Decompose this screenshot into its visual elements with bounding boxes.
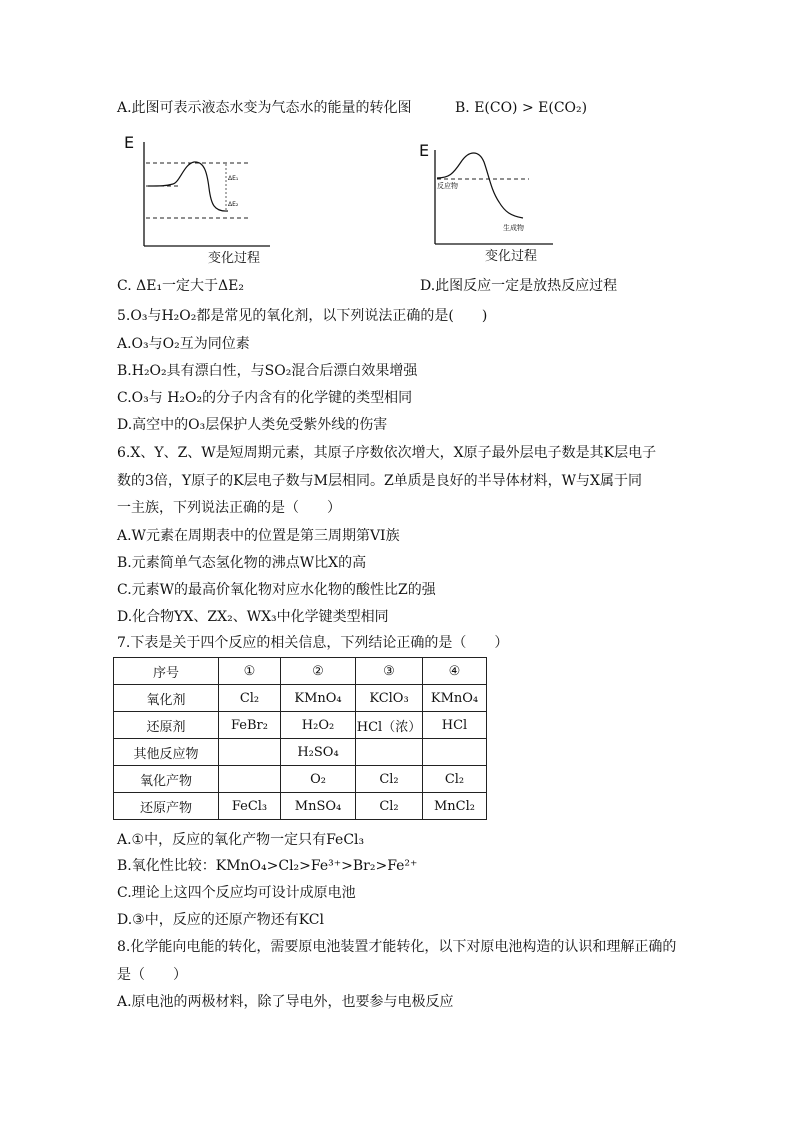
q8-option-a: A.原电池的两极材料，除了导电外，也要参与电极反应 <box>117 994 454 1010</box>
table-cell: HCl（浓） <box>356 712 423 739</box>
q4-option-d: D.此图反应一定是放热反应过程 <box>420 278 618 294</box>
right-figure-y-label: E <box>419 141 430 160</box>
table-cell: Cl₂ <box>423 766 487 793</box>
energy-diagram-left <box>118 128 278 268</box>
table-cell: 氧化剂 <box>114 685 219 712</box>
q6-option-c: C.元素W的最高价氧化物对应水化物的酸性比Z的强 <box>117 582 436 598</box>
right-figure-x-label: 变化过程 <box>485 249 538 264</box>
left-figure-y-label: E <box>124 133 135 152</box>
q5-option-b: B.H₂O₂具有漂白性，与SO₂混合后漂白效果增强 <box>117 363 418 379</box>
table-cell: FeCl₃ <box>219 793 281 820</box>
q6-option-a: A.W元素在周期表中的位置是第三周期第VI族 <box>117 528 400 544</box>
q7-option-a: A.①中，反应的氧化产物一定只有FeCl₃ <box>117 832 365 848</box>
table-cell: Cl₂ <box>356 766 423 793</box>
table-cell: Cl₂ <box>219 685 281 712</box>
table-cell: KMnO₄ <box>281 685 356 712</box>
q6-stem-line-2: 数的3倍，Y原子的K层电子数与M层相同。Z单质是良好的半导体材料，W与X属于同 <box>117 473 643 489</box>
right-product-label: 生成物 <box>503 224 524 232</box>
table-cell: O₂ <box>281 766 356 793</box>
table-row <box>114 685 487 712</box>
left-delta-e2: ΔE₂ <box>228 201 239 208</box>
q6-stem-line-1: 6.X、Y、Z、W是短周期元素，其原子序数依次增大，X原子最外层电子数是其K层电子 <box>117 445 657 461</box>
table-cell: MnCl₂ <box>423 793 487 820</box>
table-row <box>114 712 487 739</box>
q7-option-b: B.氧化性比较：KMnO₄>Cl₂>Fe³⁺>Br₂>Fe²⁺ <box>117 858 418 874</box>
q4-option-a: A.此图可表示液态水变为气态水的能量的转化图 <box>117 100 412 116</box>
table-row <box>114 793 487 820</box>
q5-option-c: C.O₃与 H₂O₂的分子内含有的化学键的类型相同 <box>117 390 413 406</box>
table-cell: H₂O₂ <box>281 712 356 739</box>
table-cell: HCl <box>423 712 487 739</box>
table-row <box>114 658 487 685</box>
table-cell: ② <box>281 658 356 685</box>
q7-option-d: D.③中，反应的还原产物还有KCl <box>117 912 324 928</box>
table-cell: H₂SO₄ <box>281 739 356 766</box>
table-cell: 序号 <box>114 658 219 685</box>
q7-stem: 7.下表是关于四个反应的相关信息，下列结论正确的是（ ） <box>117 635 509 651</box>
table-cell: ③ <box>356 658 423 685</box>
q8-stem-line-2: 是（ ） <box>117 967 187 983</box>
q8-stem-line-1: 8.化学能向电能的转化，需要原电池装置才能转化，以下对原电池构造的认识和理解正确的 <box>117 939 677 955</box>
table-cell <box>356 739 423 766</box>
reaction-info-table <box>113 657 487 820</box>
left-energy-curve <box>148 162 228 211</box>
table-row <box>114 766 487 793</box>
table-cell: KMnO₄ <box>423 685 487 712</box>
table-cell: Cl₂ <box>356 793 423 820</box>
right-reactant-label: 反应物 <box>437 182 458 190</box>
q6-stem-line-3: 一主族，下列说法正确的是（ ） <box>117 500 341 516</box>
table-cell <box>219 766 281 793</box>
q7-option-c: C.理论上这四个反应均可设计成原电池 <box>117 885 356 901</box>
q5-option-d: D.高空中的O₃层保护人类免受紫外线的伤害 <box>117 417 388 433</box>
q4-option-c: C. ΔE₁一定大于ΔE₂ <box>117 278 244 294</box>
q6-option-b: B.元素简单气态氢化物的沸点W比X的高 <box>117 555 367 571</box>
q6-option-d: D.化合物YX、ZX₂、WX₃中化学键类型相同 <box>117 609 389 625</box>
q5-option-a: A.O₃与O₂互为同位素 <box>117 336 250 352</box>
table-cell: 氧化产物 <box>114 766 219 793</box>
table-cell: ① <box>219 658 281 685</box>
energy-diagram-right <box>415 138 565 264</box>
table-cell: FeBr₂ <box>219 712 281 739</box>
left-delta-e1: ΔE₁ <box>228 175 239 182</box>
table-cell: 还原剂 <box>114 712 219 739</box>
table-cell: 还原产物 <box>114 793 219 820</box>
left-figure-x-label: 变化过程 <box>208 251 261 266</box>
table-cell: ④ <box>423 658 487 685</box>
q4-option-b: B. E(CO) > E(CO₂) <box>455 100 588 116</box>
table-cell: MnSO₄ <box>281 793 356 820</box>
table-cell <box>219 739 281 766</box>
table-row <box>114 739 487 766</box>
table-cell: 其他反应物 <box>114 739 219 766</box>
q5-stem: 5.O₃与H₂O₂都是常见的氧化剂，以下列说法正确的是( ) <box>117 308 488 324</box>
table-cell: KClO₃ <box>356 685 423 712</box>
table-cell <box>423 739 487 766</box>
